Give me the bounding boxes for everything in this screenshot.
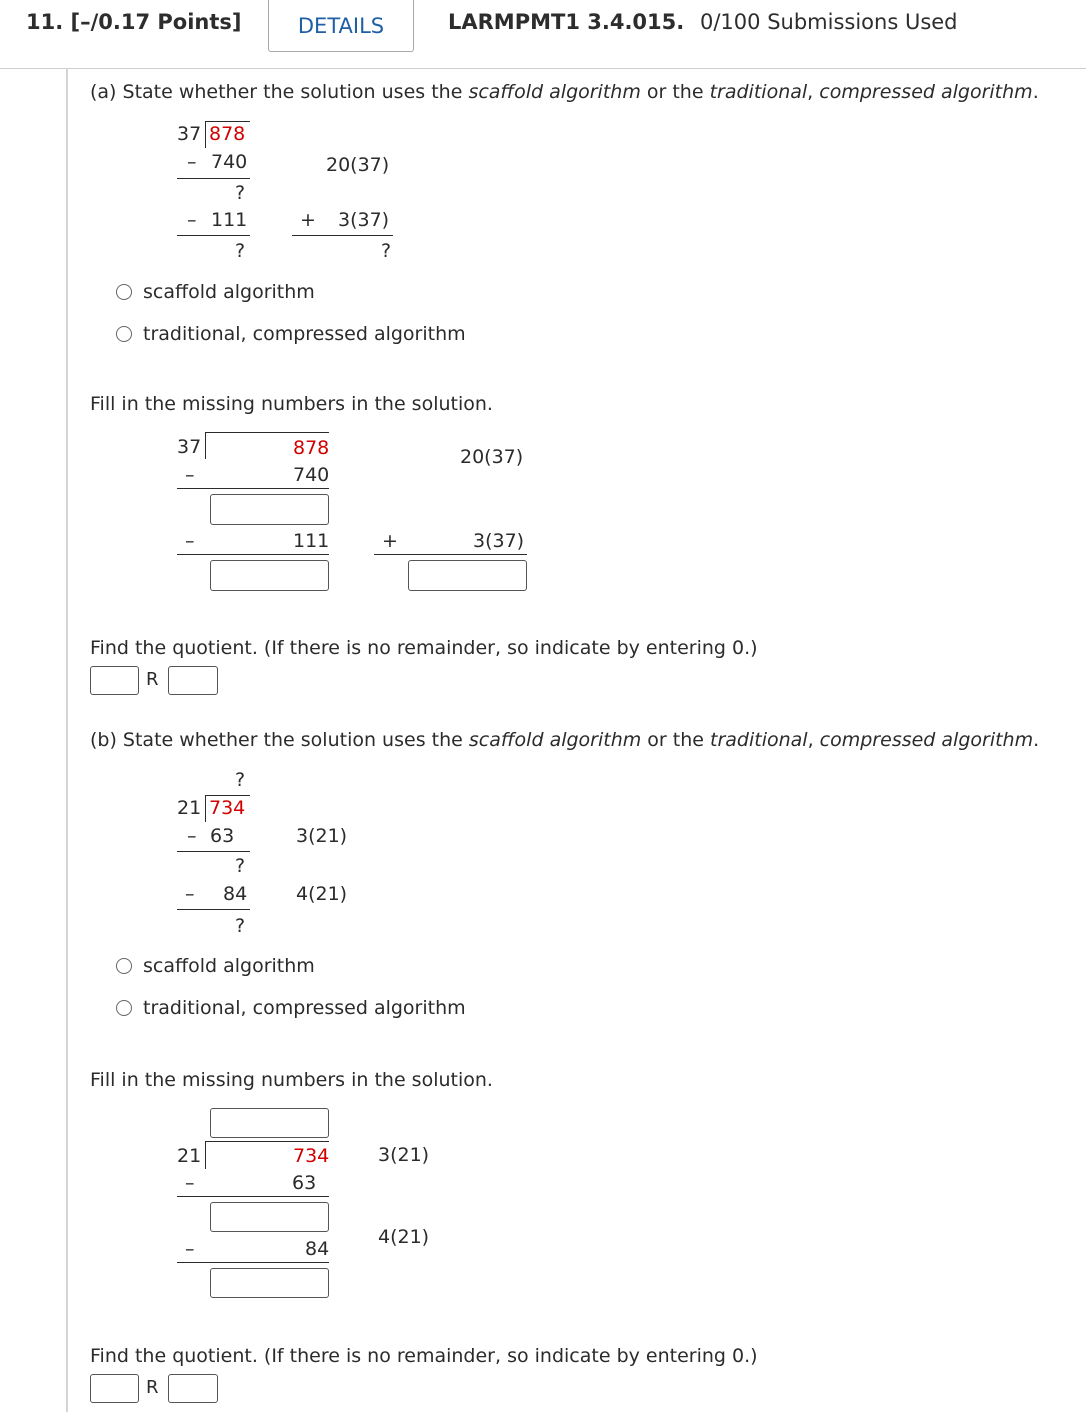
example-partial-2: 4(21): [296, 883, 348, 905]
sum-line: [177, 851, 250, 852]
part-b-difference-2-input[interactable]: [210, 1268, 329, 1298]
example-dividend: 878: [209, 123, 246, 145]
example-subtrahend-2: 111: [211, 209, 248, 231]
part-a-quotient-input[interactable]: [90, 666, 139, 695]
example-divisor: 37: [177, 123, 202, 145]
question-header: [0, 0, 1086, 69]
division-bracket: [205, 432, 206, 459]
example-subtrahend-1: 63: [210, 825, 235, 847]
plus-sign: +: [300, 209, 316, 231]
example-unknown: ?: [381, 240, 392, 262]
sum-line: [374, 554, 527, 555]
fill-partial-1: 3(21): [378, 1144, 430, 1166]
part-b-quotient-prompt: Find the quotient. (If there is no remainder, so indicate by entering 0.): [90, 1345, 758, 1367]
division-bar: [205, 121, 250, 122]
example-partial-1: 20(37): [326, 154, 390, 176]
minus-sign: –: [187, 209, 197, 231]
fill-dividend: 878: [293, 437, 330, 459]
minus-sign: –: [185, 464, 195, 486]
part-a-option-scaffold-label[interactable]: scaffold algorithm: [143, 281, 315, 303]
division-bracket: [205, 1141, 206, 1169]
part-a-quotient-sum-input[interactable]: [408, 560, 527, 591]
part-b-option-scaffold-radio[interactable]: [116, 958, 132, 974]
left-border: [66, 68, 68, 1412]
division-bracket: [205, 795, 206, 822]
fill-subtrahend-1: 63: [292, 1172, 317, 1194]
fill-subtrahend-2: 111: [293, 530, 330, 552]
sum-line: [177, 178, 250, 179]
example-subtrahend-2: 84: [223, 883, 248, 905]
part-a-option-traditional-label[interactable]: traditional, compressed algorithm: [143, 323, 466, 345]
division-bar: [205, 1141, 329, 1142]
sum-line: [177, 488, 329, 489]
part-b-remainder-input[interactable]: [168, 1374, 218, 1403]
minus-sign: –: [185, 1238, 195, 1260]
details-button[interactable]: DETAILS: [268, 0, 414, 52]
part-b-difference-1-input[interactable]: [210, 1202, 329, 1232]
part-b-option-scaffold-label[interactable]: scaffold algorithm: [143, 955, 315, 977]
part-a-remainder-input[interactable]: [168, 666, 218, 695]
sum-line: [177, 554, 329, 555]
example-unknown: ?: [235, 855, 246, 877]
fill-partial-1: 20(37): [460, 446, 524, 468]
example-subtrahend-1: 740: [211, 151, 248, 173]
part-b-option-traditional-label[interactable]: traditional, compressed algorithm: [143, 997, 466, 1019]
remainder-label: R: [146, 1377, 159, 1398]
fill-partial-2: 3(37): [473, 530, 525, 552]
example-unknown: ?: [235, 240, 246, 262]
minus-sign: –: [187, 825, 197, 847]
sum-line: [177, 909, 250, 910]
sum-line: [177, 1262, 329, 1263]
part-a-quotient-prompt: Find the quotient. (If there is no remainder, so indicate by entering 0.): [90, 637, 758, 659]
example-unknown: ?: [235, 769, 246, 791]
minus-sign: –: [185, 530, 195, 552]
part-a-prompt: (a) State whether the solution uses the scaffold algorithm or the traditional, compressed algorithm.: [90, 81, 1039, 103]
part-b-option-traditional-radio[interactable]: [116, 1000, 132, 1016]
sum-line: [177, 235, 250, 236]
part-a-difference-2-input[interactable]: [210, 560, 329, 591]
division-bar: [205, 795, 250, 796]
submissions-count: 0/100 Submissions Used: [700, 10, 958, 34]
fill-partial-2: 4(21): [378, 1226, 430, 1248]
example-partial-1: 3(21): [296, 825, 348, 847]
fill-divisor: 21: [177, 1145, 202, 1167]
question-points: 11. [–/0.17 Points]: [26, 10, 242, 34]
example-divisor: 21: [177, 797, 202, 819]
remainder-label: R: [146, 669, 159, 690]
part-a-difference-1-input[interactable]: [210, 494, 329, 525]
part-b-prompt: (b) State whether the solution uses the scaffold algorithm or the traditional, compressed algorithm.: [90, 729, 1040, 751]
minus-sign: –: [187, 151, 197, 173]
division-bracket: [205, 121, 206, 148]
part-a-option-traditional-radio[interactable]: [116, 326, 132, 342]
example-unknown: ?: [235, 915, 246, 937]
minus-sign: –: [185, 883, 195, 905]
fill-subtrahend-2: 84: [305, 1238, 330, 1260]
sum-line: [292, 235, 393, 236]
minus-sign: –: [185, 1172, 195, 1194]
division-bar: [205, 432, 329, 433]
fill-divisor: 37: [177, 436, 202, 458]
part-b-fill-prompt: Fill in the missing numbers in the solution.: [90, 1069, 493, 1091]
example-unknown: ?: [235, 182, 246, 204]
part-b-quotient-input[interactable]: [90, 1374, 139, 1403]
assignment-id: LARMPMT1 3.4.015.: [448, 10, 685, 34]
fill-subtrahend-1: 740: [293, 464, 330, 486]
sum-line: [177, 1196, 329, 1197]
fill-dividend: 734: [293, 1145, 330, 1167]
example-dividend: 734: [209, 797, 246, 819]
part-a-option-scaffold-radio[interactable]: [116, 284, 132, 300]
plus-sign: +: [382, 530, 398, 552]
part-a-fill-prompt: Fill in the missing numbers in the solution.: [90, 393, 493, 415]
example-partial-2: 3(37): [338, 209, 390, 231]
part-b-quotient-top-input[interactable]: [210, 1108, 329, 1138]
